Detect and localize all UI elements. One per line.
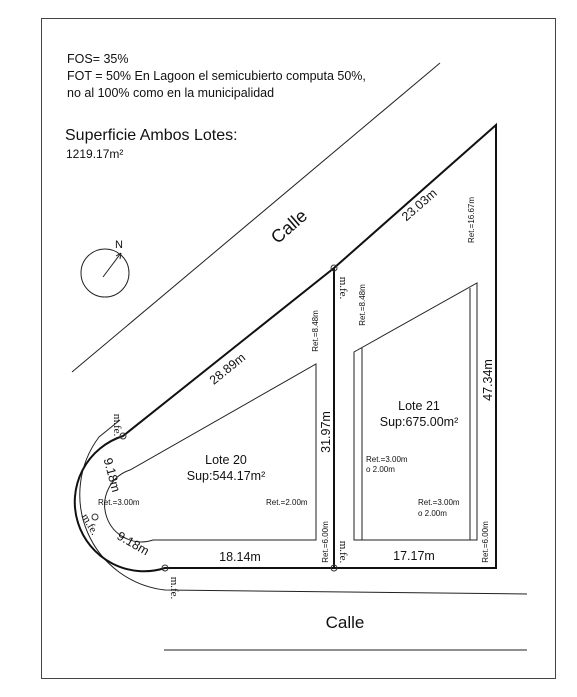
street-name-diagonal: Calle: [267, 205, 312, 248]
mark-top: m.fe.: [337, 276, 349, 300]
setback-lote21-right-alt: o 2.00m: [418, 509, 447, 518]
dim-division: 31.97m: [319, 411, 333, 453]
dim-diagonal-edge: 28.89m: [206, 350, 249, 388]
mark-division-bottom: m.fe.: [337, 540, 349, 564]
dim-curve-upper: 9.18m: [100, 456, 124, 494]
street-name-bottom: Calle: [325, 613, 365, 632]
total-area-title: Superficie Ambos Lotes:: [65, 127, 238, 144]
setback-lote20-left: Ret.=3.00m: [98, 498, 140, 507]
setback-lote21-right: Ret.=3.00m: [418, 498, 460, 507]
boundary-markers: [92, 265, 337, 571]
north-arrow: [81, 239, 129, 297]
lote20-name: Lote 20: [205, 453, 247, 467]
north-arrow-shaft-icon: [103, 253, 121, 277]
lote21-name: Lote 21: [398, 399, 440, 413]
total-area-value: 1219.17m²: [66, 147, 124, 161]
zoning-notes: [67, 51, 366, 102]
street-line-diagonal-outer: [72, 63, 440, 372]
setback-lote20-top: Ret.=8.48m: [311, 310, 320, 352]
note-fot-line1: FOT = 50% En Lagoon el semicubierto computa 50%,: [67, 69, 366, 83]
mark-curve-start: m.fe.: [111, 413, 123, 437]
dim-bottom-lote21: 17.17m: [393, 549, 435, 563]
dim-curve-lower: 9.18m: [114, 528, 152, 559]
note-fos: FOS= 35%: [67, 52, 129, 66]
sheet-frame: [42, 19, 556, 679]
setback-lote20-right: Ret.=2.00m: [266, 498, 308, 507]
mark-curve-end: m.fe.: [168, 576, 180, 600]
setback-lote20-bottom: Ret.=6.00m: [321, 521, 330, 563]
north-arrow-circle: [81, 249, 129, 297]
dim-bottom-lote20: 18.14m: [219, 550, 261, 564]
setback-lote21-left: Ret.=3.00m: [366, 455, 408, 464]
note-fot-line2: no al 100% como en la municipalidad: [67, 86, 275, 100]
north-label: N: [115, 239, 123, 251]
lote20-sup: Sup:544.17m²: [186, 469, 266, 483]
mark-curve-mid: m.fe.: [78, 511, 101, 538]
lote21-sup: Sup:675.00m²: [379, 415, 459, 429]
setback-lote21-top: Ret.=8.48m: [358, 284, 367, 326]
dim-top-edge: 23.03m: [399, 186, 440, 224]
setback-lote21-bottom: Ret.=6.00m: [481, 521, 490, 563]
setback-lote21-left-alt: o 2.00m: [366, 465, 395, 474]
dim-right-edge: 47.34m: [481, 359, 495, 401]
setback-top-right: Ret.=16.67m: [467, 196, 476, 244]
